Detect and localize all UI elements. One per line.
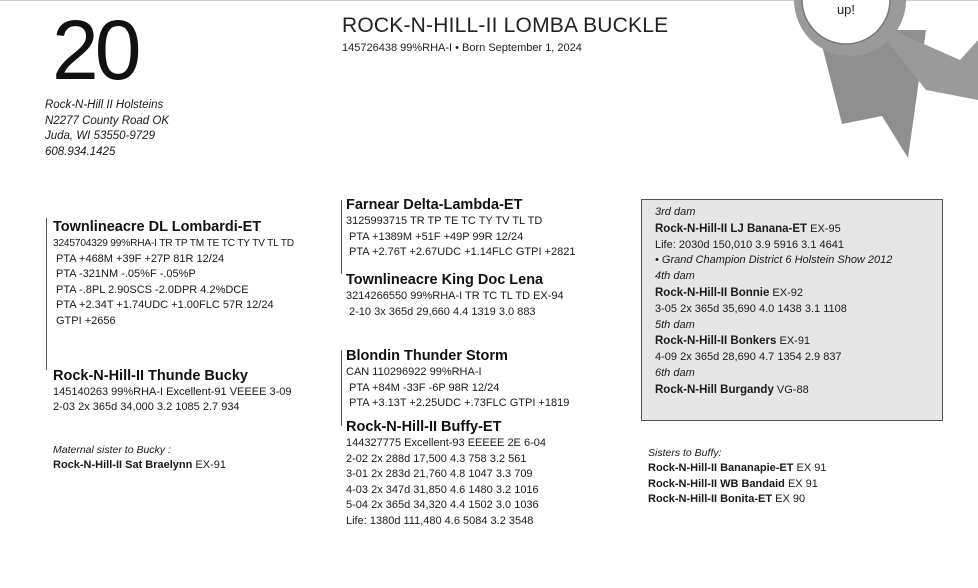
third-dam-life: Life: 2030d 150,010 3.9 5916 3.1 4641	[655, 238, 845, 251]
fourth-dam-record: 3-05 2x 365d 35,690 4.0 1438 3.1 1108	[655, 302, 847, 315]
dam-dam-id-line: 144327775 Excellent-93 EEEEE 2E 6-04	[346, 437, 546, 449]
dam-block	[53, 368, 291, 415]
dam-dam-name: Rock-N-Hill-II Buffy-ET	[346, 419, 502, 435]
ribbon-badge-icon	[750, 0, 978, 175]
third-dam-award: • Grand Champion District 6 Holstein Show 2012	[655, 254, 893, 267]
fourth-dam-score: EX-92	[769, 286, 804, 299]
pedigree-bracket-left	[46, 218, 47, 370]
animal-name: ROCK-N-HILL-II LOMBA BUCKLE	[342, 14, 669, 37]
sire-pta-line: PTA +2.34T +1.74UDC +1.00FLC 57R 12/24	[56, 299, 274, 311]
lot-number: 20	[52, 3, 138, 97]
sire-sire-id-line: 3125993715 TR TP TE TC TY TV TL TD	[346, 215, 543, 227]
dam-generation-label: 5th dam	[655, 318, 695, 331]
dam-name: Rock-N-Hill-II Thunde Bucky	[53, 368, 248, 384]
sire-pta-line: PTA -321NM -.05%F -.05%P	[56, 268, 196, 280]
sire-dam-name: Townlineacre King Doc Lena	[346, 272, 544, 288]
sister-name: Rock-N-Hill-II Bonita-ET	[648, 493, 773, 505]
sire-dam-record-line: 2-10 3x 365d 29,660 4.4 1319 3.0 883	[349, 305, 536, 318]
third-dam-name: Rock-N-Hill-II LJ Banana-ET	[655, 222, 808, 235]
dam-sire-name: Blondin Thunder Storm	[346, 348, 508, 364]
sister-score: EX 90	[772, 493, 806, 505]
dam-generation-label: 4th dam	[655, 270, 695, 283]
sister-name: Rock-N-Hill-II WB Bandaid	[648, 477, 785, 490]
sister-score: EX 91	[784, 477, 818, 490]
maternal-sister-name: Rock-N-Hill-II Sat Braelynn	[53, 459, 193, 471]
maternal-sister-label: Maternal sister to Bucky :	[53, 444, 171, 456]
animal-info: 145726438 99%RHA-I • Born September 1, 2024	[342, 42, 582, 54]
dam-id-line: 145140263 99%RHA-I Excellent-91 VEEEE 3-09	[53, 386, 292, 398]
sire-pta-line: PTA +468M +39F +27P 81R 12/24	[56, 252, 225, 265]
consignor-line: Rock-N-Hill II Holsteins	[45, 99, 164, 111]
sire-sire-pta-line: PTA +1389M +51F +49P 99R 12/24	[349, 230, 524, 243]
sister-score: EX 91	[793, 462, 827, 474]
dam-dam-block	[346, 419, 546, 529]
pedigree-bracket-sire	[341, 200, 342, 274]
dam-dam-record-line: 4-03 2x 347d 31,850 4.6 1480 3.2 1016	[346, 483, 539, 496]
sire-block	[53, 219, 294, 329]
sire-gtpi-line: GTPI +2656	[56, 314, 116, 327]
ribbon-text: up!	[836, 2, 856, 17]
sire-dam-id-line: 3214266550 99%RHA-I TR TC TL TD EX-94	[346, 290, 564, 302]
third-dam-score: EX-95	[807, 222, 841, 235]
dam-dam-life-line: Life: 1380d 111,480 4.6 5084 3.2 3548	[346, 514, 534, 527]
sire-sire-block	[346, 197, 575, 261]
dam-generation-label: 6th dam	[655, 366, 695, 379]
fifth-dam-record: 4-09 2x 365d 28,690 4.7 1354 2.9 837	[655, 351, 842, 364]
sixth-dam-score: VG-88	[773, 383, 809, 396]
sire-sire-pta-line: PTA +2.76T +2.67UDC +1.14FLC GTPI +2821	[349, 246, 576, 258]
consignor-line: Juda, WI 53550-9729	[45, 130, 155, 142]
dam-dam-record-line: 5-04 2x 365d 34,320 4.4 1502 3.0 1036	[346, 499, 539, 511]
dam-sire-block	[346, 348, 569, 412]
pedigree-bracket-dam	[341, 350, 342, 426]
sisters-block	[648, 446, 827, 508]
dam-sire-pta-line: PTA +84M -33F -6P 98R 12/24	[349, 381, 500, 394]
fifth-dam-score: EX-91	[776, 335, 811, 348]
fourth-dam-name: Rock-N-Hill-II Bonnie	[655, 286, 770, 299]
consignor-phone: 608.934.1425	[45, 145, 116, 158]
consignor-line: N2277 County Road OK	[45, 114, 170, 127]
sisters-label: Sisters to Buffy:	[648, 447, 722, 459]
maternal-sister-score: EX-91	[192, 459, 226, 471]
maternal-sister-block	[53, 443, 226, 474]
consignor-address	[45, 98, 169, 160]
sister-name: Rock-N-Hill-II Bananapie-ET	[648, 462, 794, 474]
dam-sire-pta-line: PTA +3.13T +2.25UDC +.73FLC GTPI +1819	[349, 397, 570, 409]
dam-dam-record-line: 2-02 2x 288d 17,500 4.3 758 3.2 561	[346, 452, 527, 465]
sixth-dam-name: Rock-N-Hill Burgandy	[655, 383, 774, 396]
sire-pta-line: PTA -.8PL 2.90SCS -2.0DPR 4.2%DCE	[56, 283, 249, 296]
dam-sire-id-line: CAN 110296922 99%RHA-I	[346, 366, 482, 378]
dam-dam-record-line: 3-01 2x 283d 21,760 4.8 1047 3.3 709	[346, 468, 533, 480]
sire-name: Townlineacre DL Lombardi-ET	[53, 219, 262, 235]
sire-dam-block	[346, 272, 564, 320]
sire-sire-name: Farnear Delta-Lambda-ET	[346, 197, 523, 213]
extended-dams-box	[641, 199, 943, 421]
sire-id-line: 3245704329 99%RHA-I TR TP TM TE TC TY TV TL TD	[53, 238, 294, 249]
fifth-dam-name: Rock-N-Hill-II Bonkers	[655, 335, 777, 348]
dam-record-line: 2-03 2x 365d 34,000 3.2 1085 2.7 934	[53, 401, 240, 413]
dam-generation-label: 3rd dam	[655, 206, 696, 218]
